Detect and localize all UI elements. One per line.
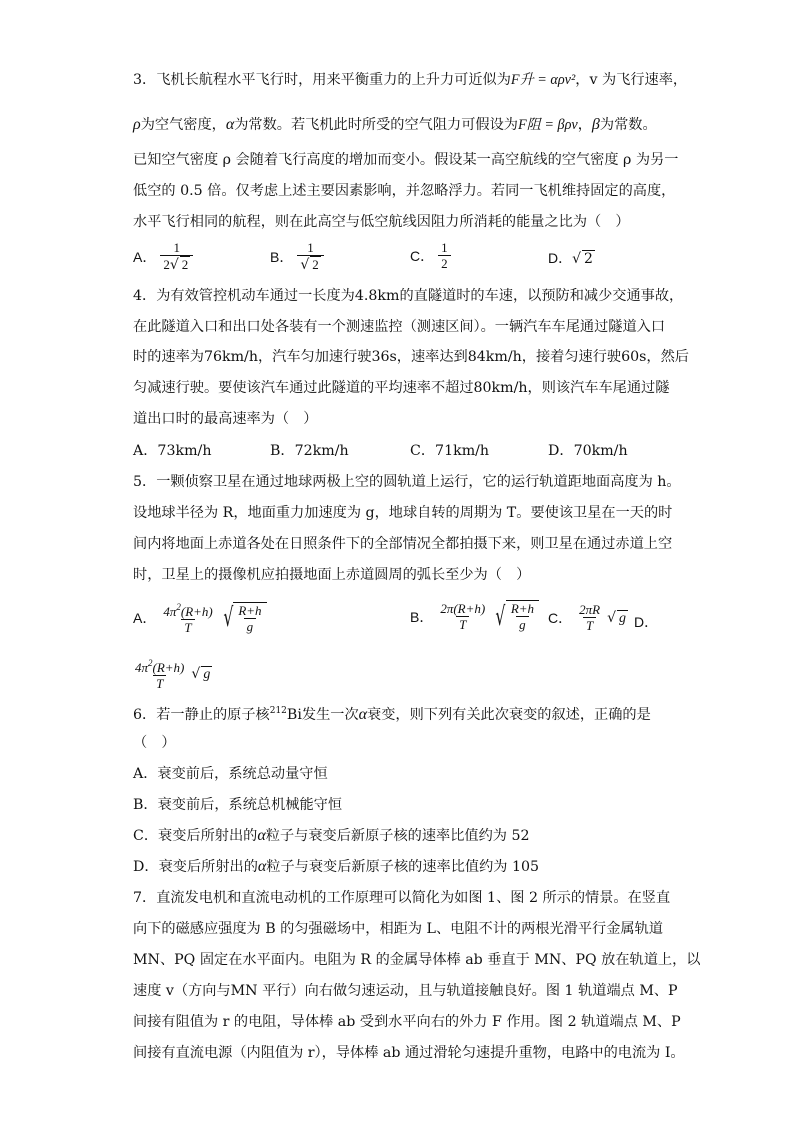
q6-option-b: B．衰变前后，系统总机械能守恒 [133, 797, 343, 813]
nuclide-symbol: Bi [286, 707, 302, 723]
q7-line-6: 间接有直流电源（内阻值为 r），导体棒 ab 通过滑轮匀速提升重物，电路中的电流为 I。 [133, 1045, 685, 1061]
q4-option-d: D．70km/h [548, 443, 628, 459]
q4-line-3: 时的速率为76km/h，汽车匀加速行驶36s，速率达到84km/h，接着匀速行驶60s，然后 [133, 349, 689, 365]
q3-line-4: 低空的 0.5 倍。仅考虑上述主要因素影响，并忽略浮力。若同一飞机维持固定的高度， [133, 183, 676, 199]
q5-line-2: 设地球半径为 R，地面重力加速度为 g，地球自转的周期为 T。要使该卫星在一天的时 [133, 505, 673, 521]
q5-line-4: 时，卫星上的摄像机应拍摄地面上赤道圆周的弧长至少为（ ） [133, 567, 531, 583]
q5-option-c: C． $\frac{2\pi R}{T}$ √ g [548, 602, 627, 633]
q7-line-4: 速度 v（方向与MN 平行）向右做匀速运动，且与轨道接触良好。图 1 轨道端点 M、P [133, 983, 678, 999]
q6-option-a: A．衰变前后，系统总动量守恒 [133, 766, 328, 782]
q3-line-2: ρ为空气密度，α为常数。若飞机此时所受的空气阻力可假设为F阻 = βρv，β为常数。 [133, 116, 657, 133]
q5-line-1: 5．一颗侦察卫星在通过地球两极上空的圆轨道上运行，它的运行轨道距地面高度为 h。 [133, 474, 681, 490]
q3-option-b: B． $\frac{1}{√ 2}$ [270, 240, 328, 273]
q3-line-5: 水平飞行相同的航程，则在此高空与低空航线因阻力所消耗的能量之比为（ ） [133, 214, 630, 230]
q4-option-a: A．73km/h [133, 443, 212, 459]
q3-option-a: A． $\frac{1}{2√ 2}$ [133, 240, 197, 273]
q4-line-4: 匀减速行驶。要使该汽车通过此隧道的平均速率不超过80km/h，则该汽车车尾通过隧 [133, 380, 670, 396]
q3-line-3: 已知空气密度 ρ 会随着飞行高度的增加而变小。假设某一高空航线的空气密度 ρ 为另一 [133, 152, 679, 168]
nuclide-mass-number: 212 [269, 706, 287, 716]
q7-line-2: 向下的磁感应强度为 B 的匀强磁场中，相距为 L、电阻不计的两根光滑平行金属轨道 [133, 921, 663, 937]
q6-option-c: C．衰变后所射出的α粒子与衰变后新原子核的速率比值约为 52 [133, 827, 530, 844]
q4-option-c: C．71km/h [410, 443, 490, 459]
q6-line-2: （ ） [133, 735, 176, 751]
q3-option-c: C． $\frac{1}{2}$ [410, 240, 455, 272]
q5-option-b: B． $\frac{2\pi(R+h)}{T}$ √ $\frac{R+h}{g}$ [410, 600, 539, 633]
q7-line-1: 7．直流发电机和直流电动机的工作原理可以简化为如图 1、图 2 所示的情景。在竖直 [133, 890, 671, 906]
q6-line-1: 6．若一静止的原子核$^{212}$Bi发生一次α衰变，则下列有关此次衰变的叙述，正确的是 [133, 706, 651, 723]
q4-line-5: 道出口时的最高速率为（ ） [133, 411, 318, 427]
lift-formula: F升 = αρv² [510, 72, 576, 88]
q6-option-d: D．衰变后所射出的α粒子与衰变后新原子核的速率比值约为 105 [133, 858, 540, 875]
q5-line-3: 间内将地面上赤道各处在日照条件下的全部情况全都拍摄下来，则卫星在通过赤道上空 [133, 536, 673, 552]
q7-line-3: MN、PQ 固定在水平面内。电阻为 R 的金属导体棒 ab 垂直于 MN、PQ 放在轨道上，以 [133, 952, 701, 968]
q5-option-d: $\frac{4\pi^2(R+h)}{T}$ √ g [135, 658, 211, 691]
drag-formula: F阻 = βρv [518, 117, 578, 133]
q5-option-a: A． $\frac{4\pi^2(R+h)}{T}$ √ $\frac{R+h}{g}$ [133, 600, 267, 636]
q3-option-d: D． √ 2 [548, 250, 593, 267]
q4-line-2: 在此隧道入口和出口处各装有一个测速监控（测速区间）。一辆汽车车尾通过隧道入口 [133, 319, 666, 335]
q4-option-b: B．72km/h [270, 443, 349, 459]
q5-option-d-label: D． [634, 614, 659, 630]
q7-line-5: 间接有阻值为 r 的电阻，导体棒 ab 受到水平向右的外力 F 作用。图 2 轨道端点 M、P [133, 1014, 681, 1030]
q4-line-1: 4．为有效管控机动车通过一长度为4.8km的直隧道时的车速，以预防和减少交通事故， [133, 288, 684, 304]
q3-line-1: 3．飞机长航程水平飞行时，用来平衡重力的上升力可近似为F升 = αρv²，v 为飞行速率， [133, 72, 688, 88]
